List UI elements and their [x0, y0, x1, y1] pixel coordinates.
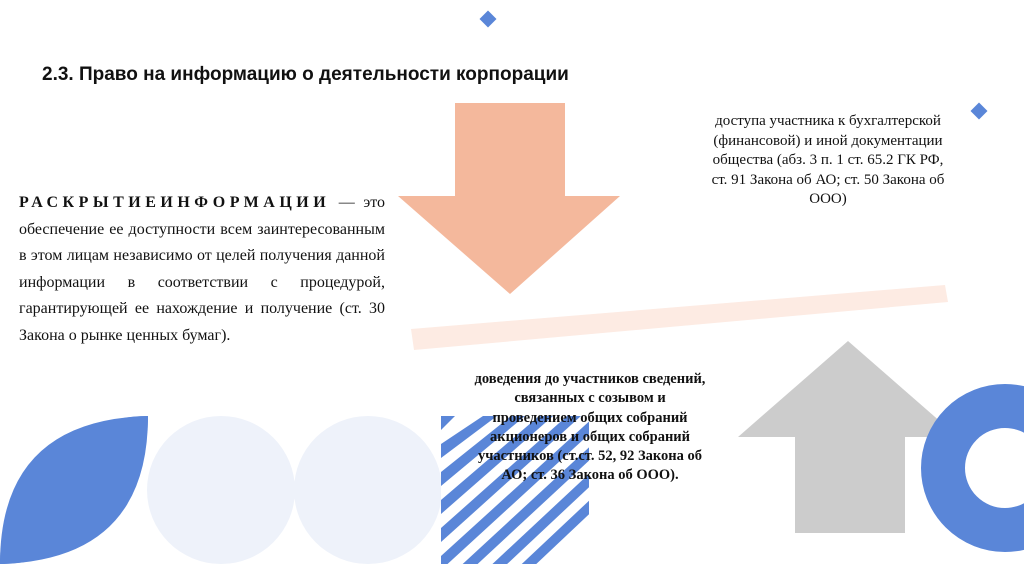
pale-circle-2: [294, 416, 442, 564]
center-caption: доведения до участников сведений, связанных с созывом и проведением общих собраний акционеров и общих собраний участников (ст.ст. 52, 92 Закона об АО; ст. 36 Закона об ООО).: [474, 371, 706, 484]
definition-paragraph: [19, 190, 385, 349]
right-caption: доступа участника к бухгалтерской (финансовой) и иной документации общества (абз. 3 п. 1 ст. 65.2 ГК РФ, ст. 91 Закона об АО; ст. 50 Закона об ООО): [711, 113, 945, 207]
blue-ring: [943, 406, 1024, 530]
definition-term: РАСКРЫТИЕИНФОРМАЦИИ: [19, 194, 331, 211]
pink-band: [411, 285, 948, 350]
slide-title: 2.3. Право на информацию о деятельности корпорации: [42, 64, 569, 85]
diamond-top: [480, 11, 497, 28]
definition-text: — это обеспечение ее доступности всем заинтересованным в этом лицам независимо от целей получения данной информации в соответствии с процедурой, гарантирующей ее нахождение и получение (ст. 30 Закона о рынке ценных бумаг).: [19, 194, 385, 344]
pale-circle-1: [147, 416, 295, 564]
down-arrow: [398, 103, 620, 294]
diamond-right: [971, 103, 988, 120]
up-arrow: [738, 341, 958, 533]
